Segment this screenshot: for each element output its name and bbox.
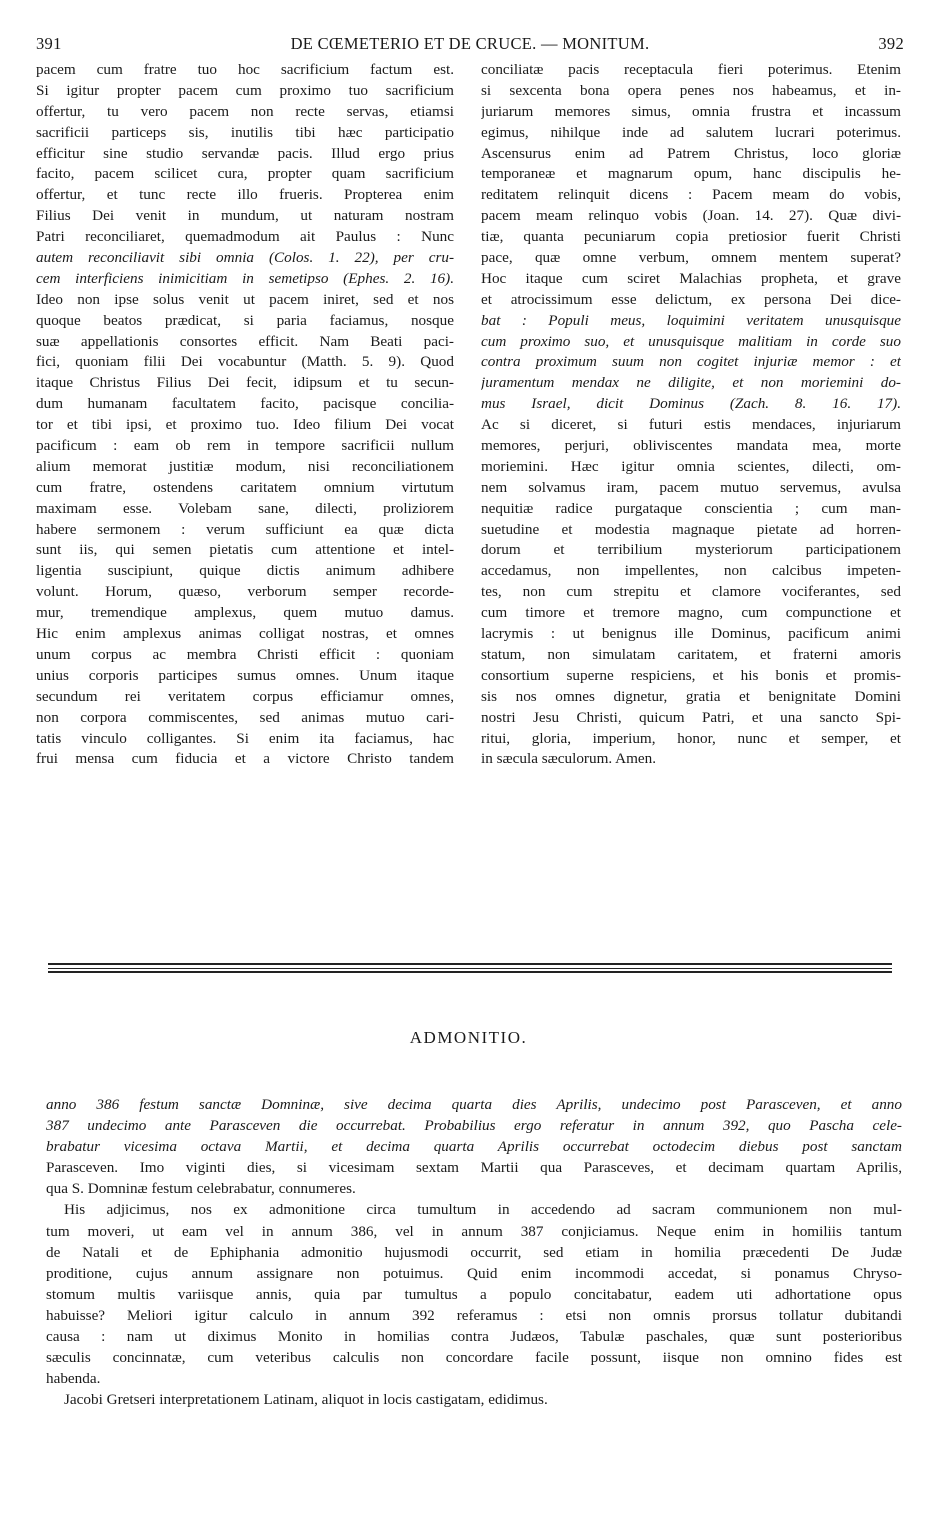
text-line: juramentum mendax ne diligite, et non moriemini do- [481,374,901,392]
text-line: mur, tremendique amplexus, quem mutuo damus. [36,604,454,622]
section-divider [48,971,892,973]
text-line: tor et tibi ipsi, et proximo tuo. Ideo filium Dei vocat [36,416,454,434]
text-line: statum, non simulatam caritatem, et fraterni amoris [481,645,901,663]
text-line: sacrificii particeps sis, inutilis tibi hæc participatio [36,123,454,141]
text-line: mus Israel, dicit Dominus (Zach. 8. 16. 17). [481,395,901,413]
text-line: dum humanam facultatem facito, pacisque concilia- [36,395,454,413]
right-column [481,60,901,770]
text-line: si sexcenta bona opera penes nos habeamus, et in- [481,81,901,99]
text-line: in sæcula sæculorum. Amen. [481,750,657,768]
text-line: Ascensurus enim ad Patrem Christus, loco gloriæ [481,144,901,162]
text-line: tiæ, quanta pecuniarum copia pretiosior fuerit Christi [481,228,901,246]
text-line: ritui, gloria, imperium, honor, nunc et semper, et [481,729,901,747]
text-line: bat : Populi meus, loquimini veritatem unusquisque [481,311,901,329]
text-line: frui mensa cum fiducia et a victore Christo tandem [36,750,454,768]
text-line: unius corporis participes sumus omnes. Unum itaque [36,666,454,684]
text-line: nequitiæ radice purgataque conscientia ; cum man- [481,499,901,517]
text-line: pace, quæ omne verbum, omnem mentem superat? [481,249,901,267]
text-line: habere sermonem : verum sufficiunt ea quæ dicta [36,520,454,538]
admonitio-body [46,1094,902,1410]
text-line: qua S. Domninæ festum celebrabatur, connumeres. [46,1180,356,1198]
text-line: cem interficiens inimicitiam in semetipso (Ephes. 2. 16). [36,269,454,287]
running-title: DE CŒMETERIO ET DE CRUCE. — MONITUM. [290,34,650,53]
text-line: tatis vinculo colligantes. Si enim ita faciamus, hac [36,729,454,747]
section-divider [48,963,892,965]
text-line: sunt iis, qui semen pietatis cum attentione et intel- [36,541,454,559]
text-line: volunt. Horum, quæso, verborum semper recorde- [36,583,454,601]
text-line: alium memorat justitiæ modum, nisi reconciliationem [36,457,454,475]
text-line: Filius Dei venit in mundum, ut naturam nostram [36,207,454,225]
text-line: proditione, cujus annum assignare non potuimus. Quid enim incommodi accedat, si ponamus Chryso- [46,1264,902,1282]
text-line: autem reconciliavit sibi omnia (Colos. 1. 22), per cru- [36,249,454,267]
text-line: habuisse? Meliori igitur calculo in annum 392 referamus : etsi non omnis prorsus tollatur dubitandi [46,1306,902,1324]
text-line: tes, non cum strepitu et clamore vociferantes, sed [481,583,901,601]
text-line: Hoc itaque cum sciret Malachias propheta, et grave [481,269,901,287]
text-line: Ac si diceret, si futuri estis mendaces, injuriarum [481,416,901,434]
text-line: tum moveri, ut eam vel in annum 386, vel in annum 387 conjiciamus. Neque enim in homiliis tantum [46,1222,902,1240]
text-line: offertur, et tunc recte illo frueris. Propterea enim [36,186,454,204]
text-line: Jacobi Gretseri interpretationem Latinam, aliquot in locis castigatam, edidimus. [64,1391,548,1409]
text-line: cum timore et tremore magno, cum compunctione et [481,604,901,622]
text-line: reditatem relinquit dicens : Pacem meam do vobis, [481,186,901,204]
text-line: nem solvamus iram, pacem mutuo servemus, avulsa [481,478,901,496]
text-line: pacificum : eam ob rem in tempore sacrificii nullum [36,437,454,455]
page-number-right: 392 [878,34,904,53]
text-line: cum fratre, ostendens caritatem omnium virtutum [36,478,454,496]
text-line: nostri Jesu Christi, quicum Patri, et una sancto Spi- [481,708,901,726]
text-line: conciliatæ pacis receptacula fieri poterimus. Etenim [481,61,901,78]
text-line: fici, quoniam filii Dei vocabuntur (Matth. 5. 9). Quod [36,353,454,371]
text-line: Ideo non ipse solus venit ut pacem iniret, sed et nos [36,290,454,308]
text-line: cum proximo suo, et unusquisque malitiam in corde suo [481,332,901,350]
text-line: quoque beatos prædicat, si paria faciamus, nosque [36,311,454,329]
text-line: de Natali et de Ephiphania admonitio hujusmodi occurrit, sed etiam in homilia præcedenti De Judæ [46,1243,902,1261]
text-line: itaque Christus Filius Dei fecit, idipsum et tu secun- [36,374,454,392]
text-line: contra proximum suum non cogitet injuriæ memor : et [481,353,901,371]
text-line: Patri reconciliaret, quemadmodum ait Paulus : Nunc [36,228,454,246]
section-divider [48,968,892,969]
text-line: pacem meam relinquo vobis (Joan. 14. 27). Quæ divi- [481,207,901,225]
text-line: non corpora commiscentes, sed animas mutuo cari- [36,708,454,726]
text-line: Si igitur propter pacem cum proximo tuo sacrificium [36,81,454,99]
text-line: habenda. [46,1370,101,1388]
text-line: lacrymis : ut benignus ille Dominus, pacificum animi [481,625,901,643]
text-line: 387 undecimo ante Parasceven die occurrebat. Probabilius ergo referatur in annum 392, quo Pascha cele- [46,1117,902,1135]
text-line: sæculis concinnatæ, cum veteribus calculis non concordare facile possunt, iisque non omnino fides est [46,1349,902,1367]
text-line: secundum rei veritatem corpus efficiamur omnes, [36,687,454,705]
text-line: ligentia suscipiunt, quique dictis animum adhibere [36,562,454,580]
text-line: anno 386 festum sanctæ Domninæ, sive decima quarta dies Aprilis, undecimo post Parasceven, et anno [46,1096,902,1113]
text-line: sis nos omnes dignetur, gratia et benignitate Domini [481,687,901,705]
text-line: efficitur sine studio servandæ pacis. Illud ergo prius [36,144,454,162]
admonitio-heading: ADMONITIO. [409,1028,528,1047]
left-column [36,60,454,770]
text-line: offertur, tu vero pacem non recte servas, etiamsi [36,102,454,120]
text-line: suetudine et modestia magnaque pietate ad horren- [481,520,901,538]
running-head [36,34,904,58]
text-line: unum corpus ac membra Christi efficit : quoniam [36,645,454,663]
text-line: accedamus, non impellentes, non calcibus impeten- [481,562,901,580]
text-line: facito, pacem scilicet cura, propter quam sacrificium [36,165,454,183]
text-line: stomum multis variisque annis, quia par tumultus a populo concitabatur, eadem uti adhortatione opus [46,1285,902,1303]
text-line: suæ appellationis consortes efficit. Nam Beati paci- [36,332,454,350]
text-line: dorum et terribilium mysteriorum participationem [481,541,901,559]
text-line: causa : nam ut diximus Monito in homilias contra Judæos, Tabulæ paschales, quæ sunt posterioribus [46,1328,902,1346]
text-line: maximam esse. Volebam sane, dilecti, proliziorem [36,499,454,517]
text-line: et atrocissimum esse delictum, ex persona Dei dice- [481,290,901,308]
text-line: egimus, nihilque inde ad salutem lucrari poterimus. [481,123,901,141]
text-line: moriemini. Hæc igitur omnia scientes, dilecti, om- [481,457,901,475]
text-line: Parasceven. Imo viginti dies, si vicesimam sextam Martii qua Parasceves, et decimam quartam Aprilis, [46,1159,902,1177]
page-number-left: 391 [36,34,62,53]
text-line: memores, perjuri, obliviscentes mandata mea, morte [481,437,901,455]
text-line: consortium superne respiciens, et his bonis et promis- [481,666,901,684]
text-line: pacem cum fratre tuo hoc sacrificium factum est. [36,61,454,78]
text-line: brabatur vicesima octava Martii, et decima quarta Aprilis occurrebat octodecim diebus post sanctam [46,1138,902,1156]
text-line: juriarum memores simus, omnia frustra et incassum [481,102,901,120]
text-line: Hic enim amplexus animas colligat nostras, et omnes [36,625,454,643]
text-line: temporaneæ et magnarum opum, hanc discipulis he- [481,165,901,183]
text-line: His adjicimus, nos ex admonitione circa tumultum in accedendo ad sacram communionem non mul- [64,1201,902,1219]
